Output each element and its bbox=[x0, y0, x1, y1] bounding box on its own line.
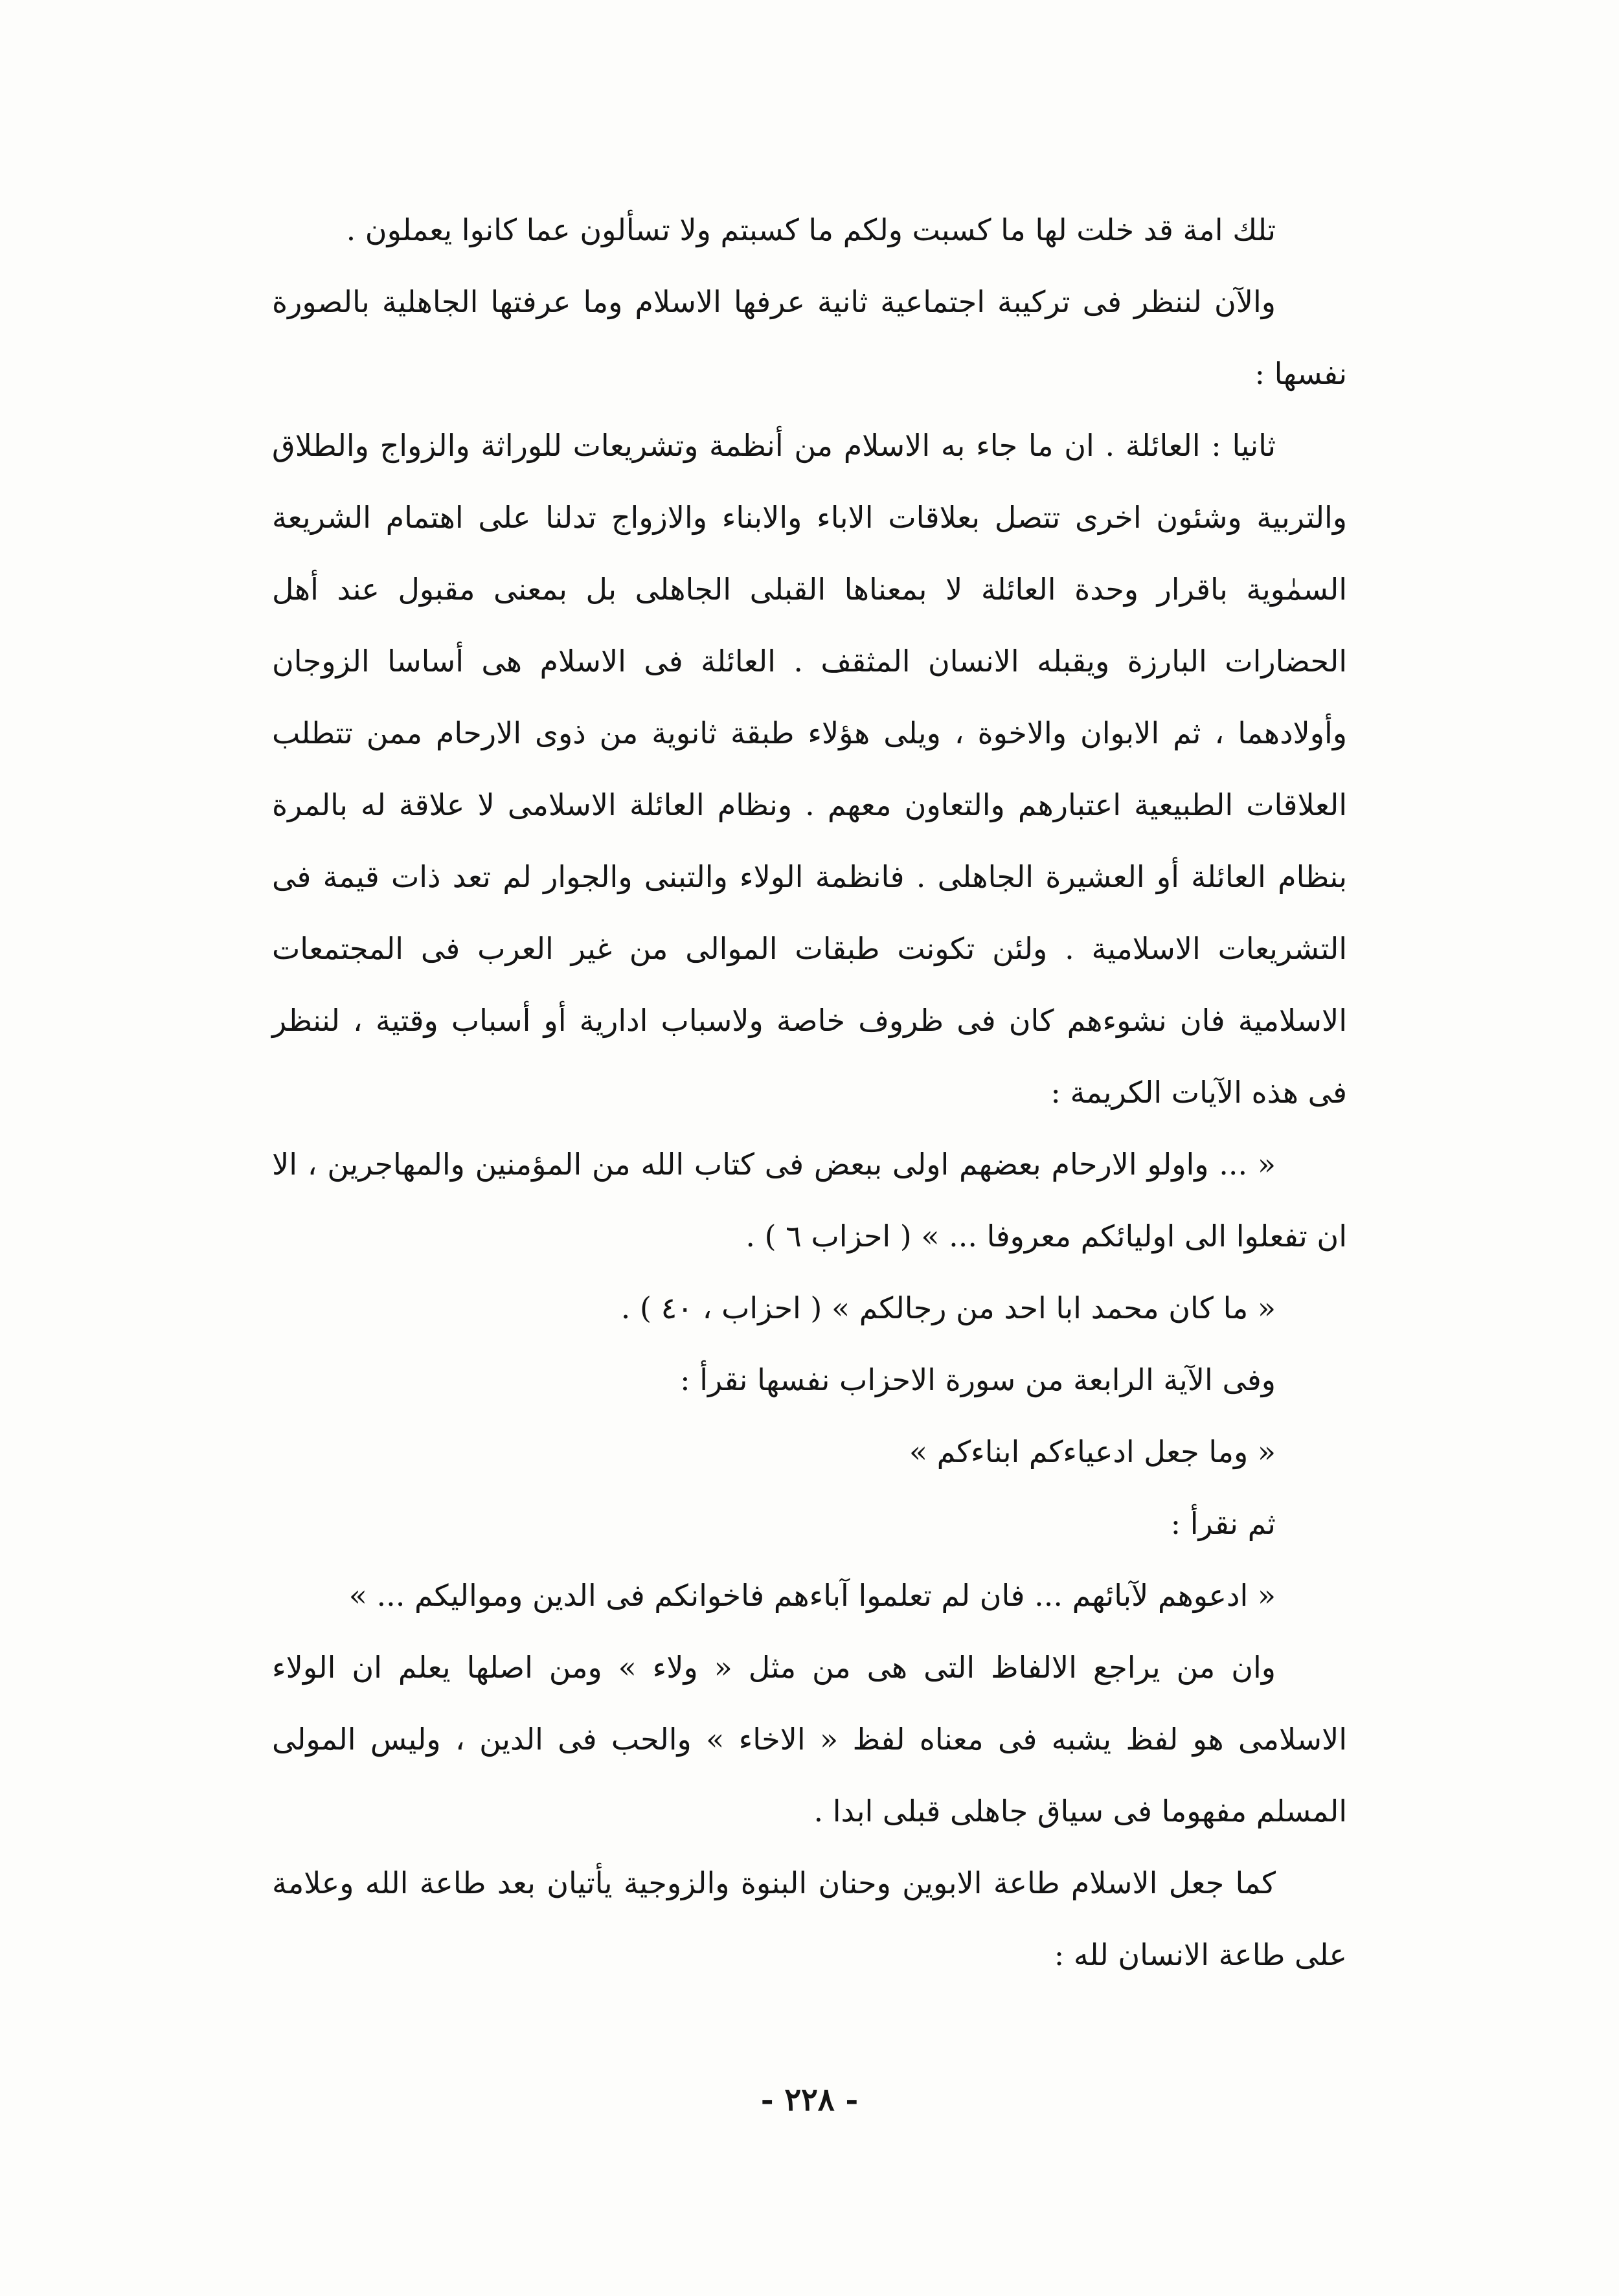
paragraph: وفى الآية الرابعة من سورة الاحزاب نفسها نقرأ : bbox=[680, 1362, 1276, 1397]
quote-paragraph: « ادعوهم لآبائهم ... فان لم تعلموا آباءهم فاخوانكم فى الدين ومواليكم ... » bbox=[348, 1578, 1276, 1613]
paragraph: وان من يراجع الالفاظ التى هى من مثل « ولاء » ومن اصلها يعلم ان الولاء الاسلامى هو لفظ يشبه فى معناه لفظ « الاخاء » والحب فى الدين ، وليس المولى المسلم مفهوما فى سياق جاهلى قبلى ابدا . bbox=[272, 1650, 1347, 1829]
paragraph: ثانيا : العائلة . ان ما جاء به الاسلام من أنظمة وتشريعات للوراثة والزواج والطلاق والتربية وشئون اخرى تتصل بعلاقات الاباء والابناء والازواج تدلنا على اهتمام الشريعة السمٰوية باقرار وحدة العائلة لا بمعناها القبلى الجاهلى بل بمعنى مقبول عند أهل الحضارات البارزة ويقبله الانسان المثقف . العائلة فى الاسلام هى أساسا الزوجان وأولادهما ، ثم الابوان والاخوة ، ويلى هؤلاء طبقة ثانوية من ذوى الارحام ممن تتطلب العلاقات الطبيعية اعتبارهم والتعاون معهم . ونظام العائلة الاسلامى لا علاقة له بالمرة بنظام العائلة أو العشيرة الجاهلى . فانظمة الولاء والتبنى والجوار لم تعد ذات قيمة فى التشريعات الاسلامية . ولئن تكونت طبقات الموالى من غير العرب فى المجتمعات الاسلامية فان نشوءهم كان فى ظروف خاصة ولاسباب ادارية أو أسباب وقتية ، لننظر فى هذه الآيات الكريمة : bbox=[272, 428, 1348, 1110]
paragraph: تلك امة قد خلت لها ما كسبت ولكم ما كسبتم ولا تسألون عما كانوا يعملون . bbox=[346, 212, 1276, 247]
quote-paragraph: « ... واولو الارحام بعضهم اولى ببعض فى كتاب الله من المؤمنين والمهاجرين ، الا ان تفعلوا الى اوليائكم معروفا ... » ( احزاب ٦ ) . bbox=[272, 1147, 1347, 1254]
body-text bbox=[272, 194, 1347, 1991]
paragraph: كما جعل الاسلام طاعة الابوين وحنان البنوة والزوجية يأتيان بعد طاعة الله وعلامة على طاعة الانسان لله : bbox=[272, 1865, 1347, 1972]
quote-paragraph: « ما كان محمد ابا احد من رجالكم » ( احزاب ، ٤٠ ) . bbox=[620, 1290, 1276, 1325]
quote-paragraph: « وما جعل ادعياءكم ابناءكم » bbox=[909, 1434, 1276, 1469]
paragraph: ثم نقرأ : bbox=[1170, 1506, 1276, 1541]
page-number: - ٢٢٨ - bbox=[760, 2082, 859, 2118]
paragraph: والآن لننظر فى تركيبة اجتماعية ثانية عرفها الاسلام وما عرفتها الجاهلية بالصورة نفسها : bbox=[272, 284, 1347, 391]
